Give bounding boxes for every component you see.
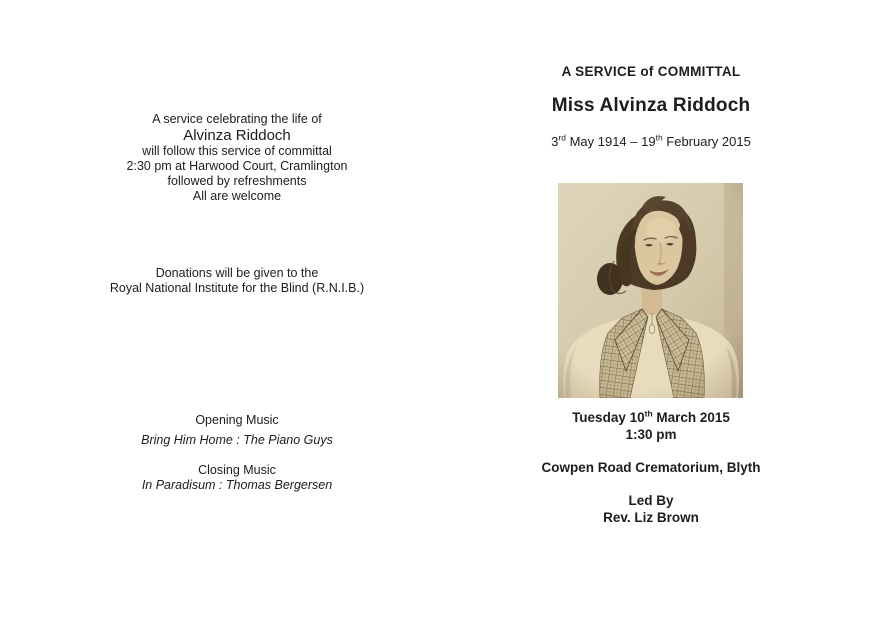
donations-line-1: Donations will be given to the [155, 266, 319, 280]
committal-header-block [488, 64, 814, 79]
celebration-deceased-name: Alvinza Riddoch [183, 127, 291, 144]
portrait-photo [558, 183, 743, 398]
service-date-rest: March 2015 [652, 410, 730, 425]
service-time: 1:30 pm [625, 427, 677, 442]
closing-music-label: Closing Music [198, 463, 276, 477]
celebration-line-2: will follow this service of committal [142, 144, 332, 158]
venue: Cowpen Road Crematorium, Blyth [541, 460, 761, 475]
life-dates-day1: 3 [551, 134, 559, 149]
service-date [488, 409, 814, 426]
celebration-note [30, 112, 444, 204]
service-datetime-block [488, 409, 814, 443]
celebration-line-5: All are welcome [192, 189, 282, 203]
led-by-name: Rev. Liz Brown [603, 510, 699, 525]
celebration-line-1: A service celebrating the life of [152, 112, 322, 126]
committal-header: A SERVICE of COMMITTAL [561, 64, 741, 79]
celebration-line-4: followed by refreshments [167, 174, 307, 188]
donations-note [30, 266, 444, 296]
life-dates [488, 134, 814, 150]
venue-block [488, 459, 814, 476]
closing-music-piece: In Paradisum : Thomas Bergersen [141, 478, 333, 492]
deceased-name-block [488, 95, 814, 117]
portrait-photo-illustration [558, 183, 743, 398]
opening-music-label: Opening Music [195, 413, 279, 427]
led-by-block [488, 492, 814, 526]
service-date-suffix: th [644, 408, 653, 419]
life-dates-day2-suffix: th [655, 132, 663, 143]
life-dates-middle: May 1914 – 19 [565, 134, 656, 149]
led-by-label: Led By [628, 493, 674, 508]
life-dates-end: February 2015 [662, 134, 751, 149]
opening-music-piece: Bring Him Home : The Piano Guys [141, 433, 333, 447]
deceased-name: Miss Alvinza Riddoch [551, 95, 751, 116]
life-dates-day1-suffix: rd [558, 132, 566, 143]
celebration-line-3: 2:30 pm at Harwood Court, Cramlington [126, 159, 348, 173]
donations-line-2: Royal National Institute for the Blind (R.N.I.B.) [109, 281, 365, 295]
life-dates-block [488, 134, 814, 150]
service-date-prefix: Tuesday 10 [572, 410, 645, 425]
music-section [30, 413, 444, 493]
